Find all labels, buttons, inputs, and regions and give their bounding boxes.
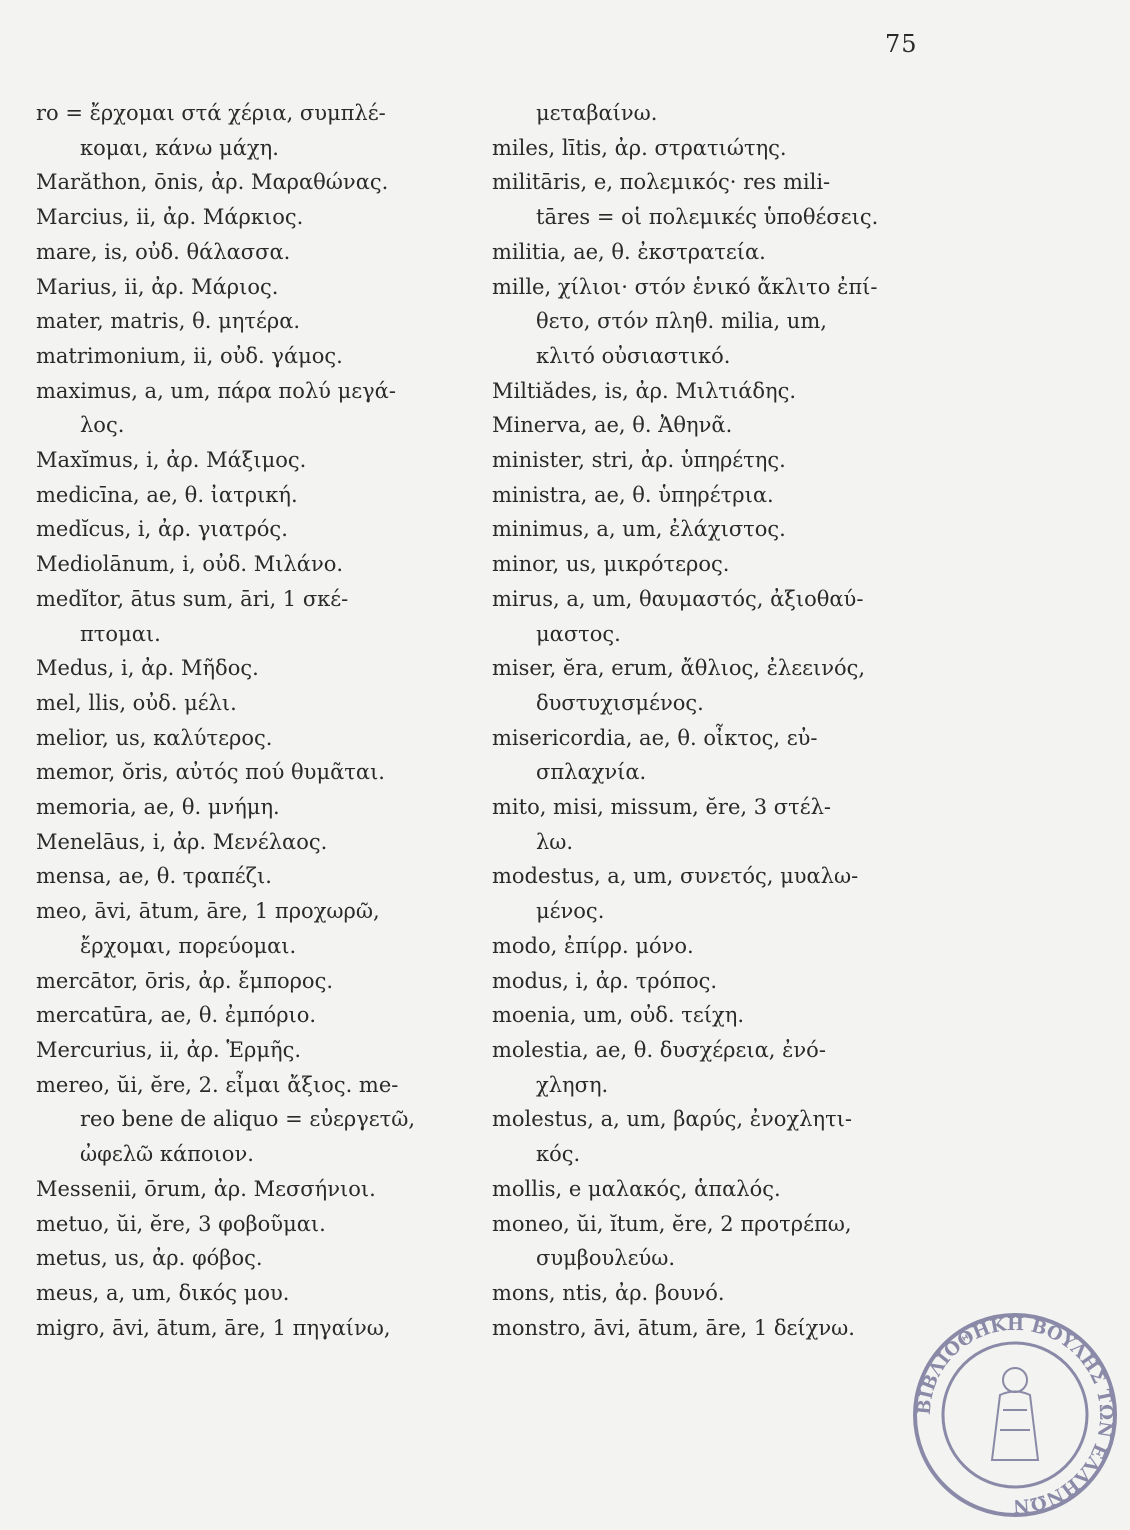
dictionary-line: ro = ἔρχομαι στά χέρια, συμπλέ- <box>36 101 386 125</box>
dictionary-line: μεταβαίνω. <box>536 101 658 125</box>
dictionary-line: moenia, um, οὐδ. τείχη. <box>492 1003 744 1028</box>
dictionary-line: mito, misi, missum, ĕre, 3 στέλ- <box>492 795 832 820</box>
dictionary-line: Medus, i, ἀρ. Μῆδος. <box>36 656 259 681</box>
dictionary-line: misericordia, ae, θ. οἶκτος, εὐ- <box>492 725 818 750</box>
dictionary-line: ministra, ae, θ. ὑπηρέτρια. <box>492 482 774 507</box>
dictionary-line: melior, us, καλύτερος. <box>36 725 273 750</box>
dictionary-line: molestia, ae, θ. δυσχέρεια, ἐνό- <box>492 1037 826 1062</box>
dictionary-line: δυστυχισμένος. <box>536 690 704 715</box>
dictionary-line: Marcius, ii, ἀρ. Μάρκιος. <box>36 205 304 230</box>
dictionary-line: μαστος. <box>536 621 621 646</box>
dictionary-line: miles, lītis, ἀρ. στρατιώτης. <box>492 135 787 160</box>
dictionary-line: tāres = οἱ πολεμικές ὑποθέσεις. <box>536 205 879 230</box>
dictionary-line: σπλαχνία. <box>536 760 647 785</box>
dictionary-line: mercātor, ōris, ἀρ. ἔμπορος. <box>36 968 334 993</box>
dictionary-line: monstro, āvi, ātum, āre, 1 δείχνω. <box>492 1315 855 1340</box>
svg-text:ΒΙΒΛΙΟΘΗΚΗ ΒΟΥΛΗΣ ΤΩΝ ΕΛΛΗΝΩΝ: ΒΙΒΛΙΟΘΗΚΗ ΒΟΥΛΗΣ ΤΩΝ ΕΛΛΗΝΩΝ <box>913 1313 1117 1517</box>
dictionary-line: πτομαι. <box>80 621 161 646</box>
figure-icon <box>992 1368 1038 1460</box>
dictionary-line: Minerva, ae, θ. Ἀθηνᾶ. <box>492 413 733 438</box>
dictionary-line: minimus, a, um, ἐλάχιστος. <box>492 517 786 542</box>
dictionary-line: Miltiădes, is, ἀρ. Μιλτιάδης. <box>492 378 797 403</box>
dictionary-line: κομαι, κάνω μάχη. <box>80 135 279 160</box>
dictionary-line: λος. <box>80 413 125 438</box>
dictionary-line: θετο, στόν πληθ. milia, um, <box>536 309 827 334</box>
dictionary-line: memoria, ae, θ. μνήμη. <box>36 795 280 820</box>
dictionary-line: λω. <box>536 829 574 854</box>
dictionary-line: meo, āvi, ātum, āre, 1 προχωρῶ, <box>36 899 380 924</box>
dictionary-line: Messenii, ōrum, ἀρ. Μεσσήνιοι. <box>36 1176 376 1201</box>
left-column <box>36 96 486 1345</box>
dictionary-line: mons, ntis, ἀρ. βουνό. <box>492 1280 725 1305</box>
dictionary-line: medicīna, ae, θ. ἰατρική. <box>36 482 298 507</box>
dictionary-line: meus, a, um, δικός μου. <box>36 1280 290 1305</box>
dictionary-line: modus, i, ἀρ. τρόπος. <box>492 968 718 993</box>
dictionary-line: mensa, ae, θ. τραπέζι. <box>36 864 272 889</box>
dictionary-line: memor, ŏris, αὐτός πού θυμᾶται. <box>36 760 385 785</box>
dictionary-line: Mediolānum, i, οὐδ. Μιλάνο. <box>36 552 344 577</box>
dictionary-line: reo bene de aliquo = εὐεργετῶ, <box>80 1107 416 1132</box>
dictionary-line: Menelāus, i, ἀρ. Μενέλαος. <box>36 829 328 854</box>
dictionary-line: modo, ἐπίρρ. μόνο. <box>492 933 694 958</box>
dictionary-line: minor, us, μικρότερος. <box>492 552 730 577</box>
dictionary-line: Maxĭmus, i, ἀρ. Μάξιμος. <box>36 448 307 473</box>
dictionary-line: μένος. <box>536 899 605 924</box>
dictionary-line: militia, ae, θ. ἐκστρατεία. <box>492 239 766 264</box>
dictionary-line: metuo, ŭi, ĕre, 3 φοβοῦμαι. <box>36 1211 326 1236</box>
right-column <box>492 96 962 1345</box>
dictionary-line: mille, χίλιοι· στόν ἑνικό ἄκλιτο ἐπί- <box>492 274 878 299</box>
page-number: 75 <box>885 30 918 58</box>
dictionary-line: militāris, e, πολεμικός· res mili- <box>492 170 831 195</box>
dictionary-line: mercatūra, ae, θ. ἐμπόριο. <box>36 1003 317 1028</box>
dictionary-line: ὠφελῶ κάποιον. <box>80 1142 254 1167</box>
dictionary-line: συμβουλεύω. <box>536 1246 676 1271</box>
dictionary-line: mirus, a, um, θαυμαστός, ἀξιοθαύ- <box>492 586 864 611</box>
dictionary-line: mel, llis, οὐδ. μέλι. <box>36 690 237 715</box>
dictionary-line: miser, ĕra, erum, ἄθλιος, ἐλεεινός, <box>492 656 866 681</box>
dictionary-line: maximus, a, um, πάρα πολύ μεγά- <box>36 378 396 403</box>
dictionary-line: κός. <box>536 1142 581 1167</box>
dictionary-line: modestus, a, um, συνετός, μυαλω- <box>492 864 859 889</box>
dictionary-line: ἔρχομαι, πορεύομαι. <box>80 933 297 958</box>
dictionary-line: moneo, ŭi, ĭtum, ĕre, 2 προτρέπω, <box>492 1211 852 1236</box>
dictionary-line: medĭcus, i, ἀρ. γιατρός. <box>36 517 288 542</box>
dictionary-line: medĭtor, ātus sum, āri, 1 σκέ- <box>36 586 349 611</box>
dictionary-line: Marăthon, ōnis, ἀρ. Μαραθώνας. <box>36 170 389 195</box>
dictionary-line: mollis, e μαλακός, ἁπαλός. <box>492 1176 781 1201</box>
dictionary-line: metus, us, ἀρ. φόβος. <box>36 1246 263 1271</box>
dictionary-line: matrimonium, ii, οὐδ. γάμος. <box>36 343 343 368</box>
dictionary-line: minister, stri, ἀρ. ὑπηρέτης. <box>492 448 786 473</box>
dictionary-line: κλιτό οὐσιαστικό. <box>536 343 731 368</box>
dictionary-line: mare, is, οὐδ. θάλασσα. <box>36 239 291 264</box>
dictionary-line: molestus, a, um, βαρύς, ἐνοχλητι- <box>492 1107 853 1132</box>
dictionary-line: χληση. <box>536 1072 609 1097</box>
dictionary-line: mater, matris, θ. μητέρα. <box>36 309 301 334</box>
dictionary-line: Marius, ii, ἀρ. Μάριος. <box>36 274 279 299</box>
dictionary-line: Mercurius, ii, ἀρ. Ἑρμῆς. <box>36 1037 302 1062</box>
library-stamp <box>900 1300 1130 1530</box>
dictionary-line: migro, āvi, ātum, āre, 1 πηγαίνω, <box>36 1315 391 1340</box>
dictionary-line: mereo, ŭi, ĕre, 2. εἶμαι ἄξιος. me- <box>36 1072 399 1097</box>
